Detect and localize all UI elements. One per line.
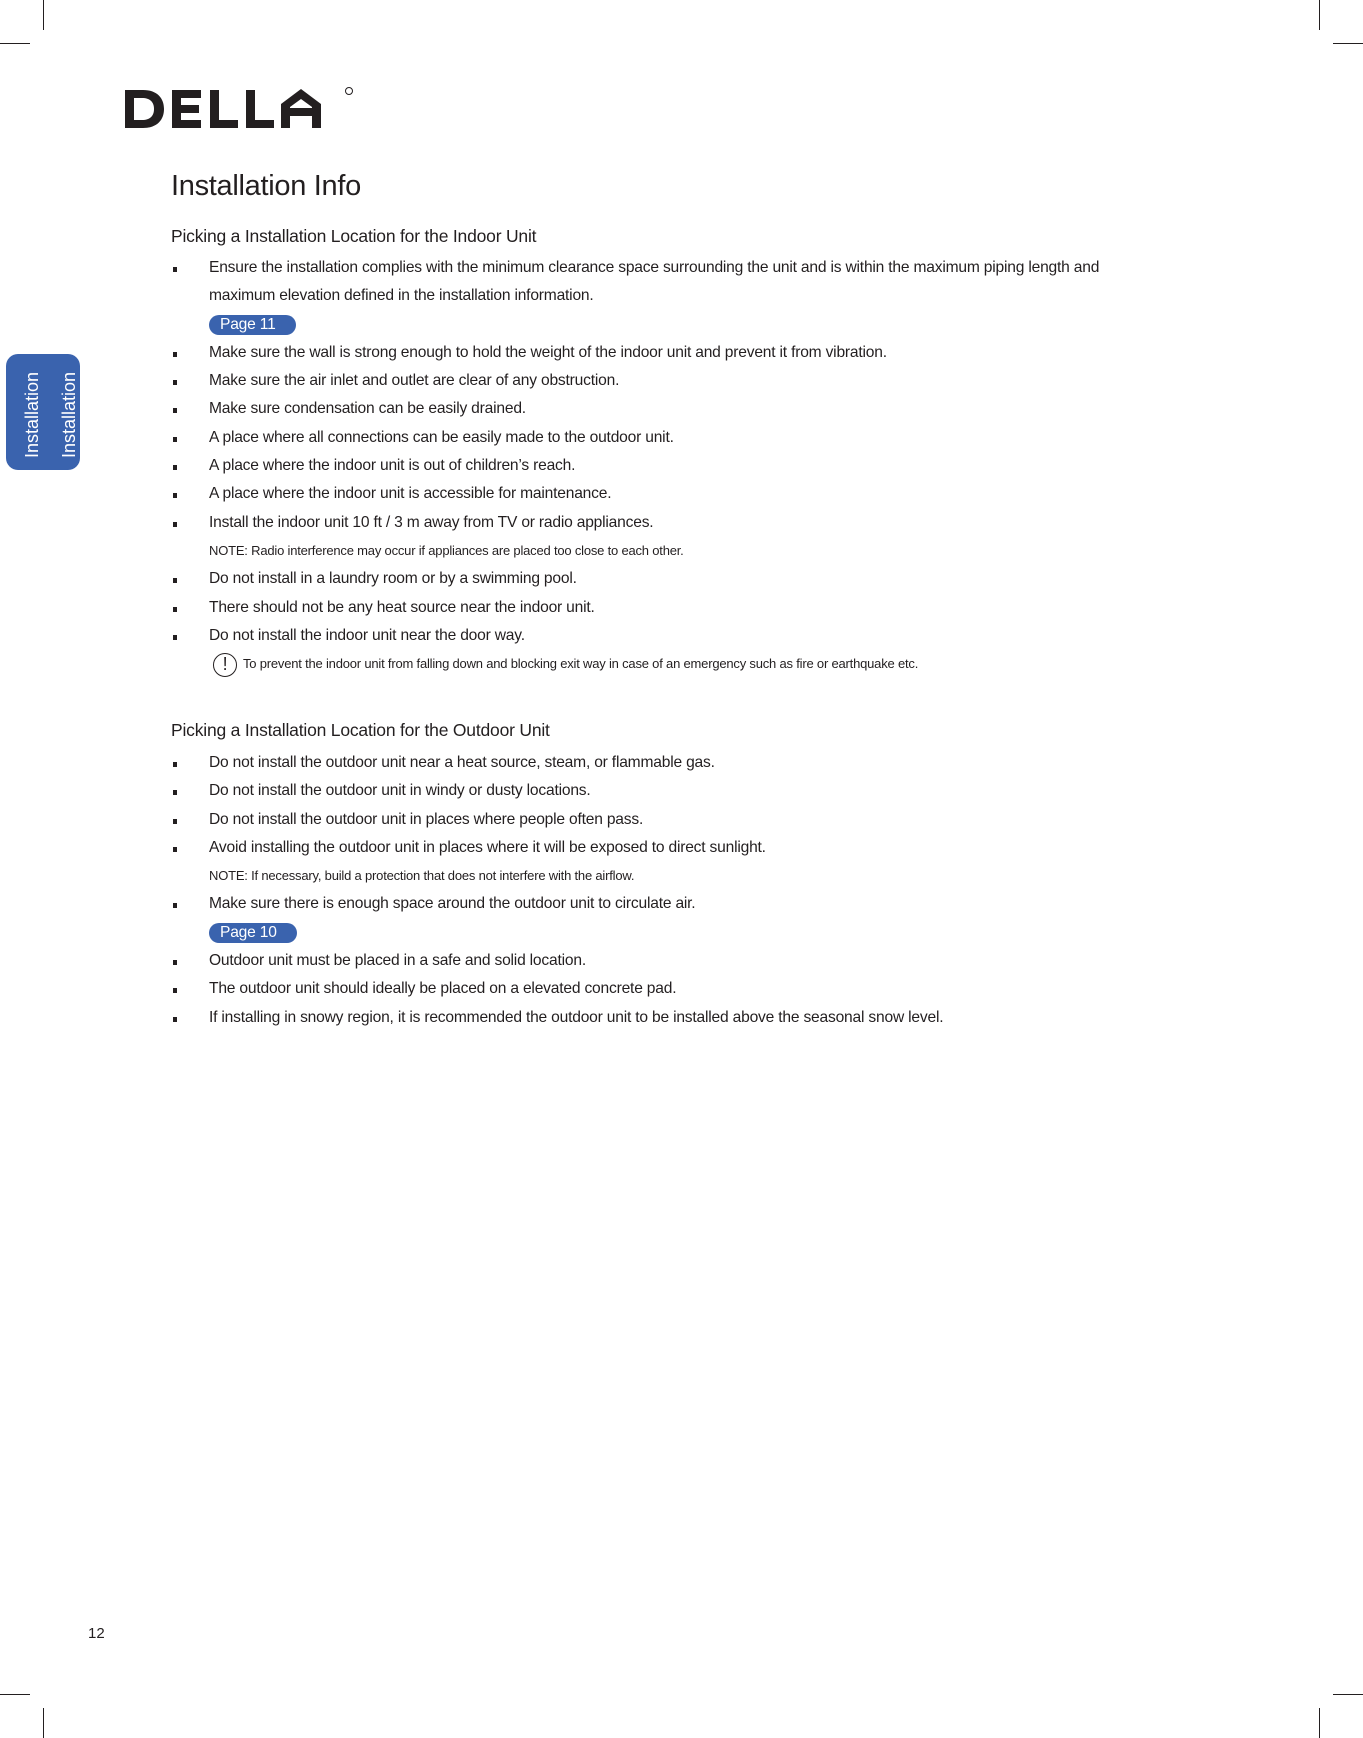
crop-mark <box>0 43 30 44</box>
list-item: Make sure the wall is strong enough to hold the weight of the indoor unit and prevent it from vibration. <box>171 339 1171 367</box>
list-item: Do not install the outdoor unit in places where people often pass. <box>171 806 1171 834</box>
note-text: NOTE: Radio interference may occur if appliances are placed too close to each other. <box>209 542 684 558</box>
page-number: 12 <box>88 1625 105 1642</box>
page-link-button[interactable]: Page 10 <box>209 923 297 943</box>
warning-text: To prevent the indoor unit from falling down and blocking exit way in case of an emergency such as fire or earthquake etc. <box>243 656 919 672</box>
page-reference[interactable] <box>171 919 1171 947</box>
crop-mark <box>1319 0 1320 30</box>
list-item: A place where the indoor unit is accessible for maintenance. <box>171 480 1171 508</box>
list-item: There should not be any heat source near the indoor unit. <box>171 594 1171 622</box>
list-item: Ensure the installation complies with the minimum clearance space surrounding the unit and is within the maximum piping length and <box>171 254 1171 282</box>
list-item: If installing in snowy region, it is recommended the outdoor unit to be installed above the seasonal snow level. <box>171 1004 1171 1032</box>
exclamation-icon: ! <box>213 653 237 677</box>
page-link-button[interactable]: Page 11 <box>209 315 296 335</box>
list-item: Install the indoor unit 10 ft / 3 m away from TV or radio appliances. <box>171 509 1171 537</box>
crop-mark <box>43 0 44 30</box>
crop-mark <box>1333 1694 1363 1695</box>
section-heading-outdoor: Picking a Installation Location for the Outdoor Unit <box>171 720 550 740</box>
crop-mark <box>1333 43 1363 44</box>
side-tab-label: Installation <box>22 371 42 458</box>
section-heading-indoor: Picking a Installation Location for the Indoor Unit <box>171 226 537 246</box>
crop-mark <box>0 1694 30 1695</box>
crop-mark <box>1319 1708 1320 1738</box>
list-item: Make sure the air inlet and outlet are clear of any obstruction. <box>171 367 1171 395</box>
side-tab-installation[interactable] <box>6 354 80 470</box>
list-item: Avoid installing the outdoor unit in places where it will be exposed to direct sunlight. <box>171 834 1171 862</box>
side-tab-label: Installation <box>59 371 79 458</box>
list-item: Do not install the outdoor unit in windy or dusty locations. <box>171 777 1171 805</box>
list-item: maximum elevation defined in the installation information. <box>209 287 594 305</box>
warning-note <box>171 650 1171 678</box>
outdoor-list <box>171 749 1171 1032</box>
list-item: The outdoor unit should ideally be placed on a elevated concrete pad. <box>171 975 1171 1003</box>
list-item: Do not install the outdoor unit near a heat source, steam, or flammable gas. <box>171 749 1171 777</box>
list-item: Do not install in a laundry room or by a swimming pool. <box>171 565 1171 593</box>
list-item: A place where the indoor unit is out of children’s reach. <box>171 452 1171 480</box>
crop-mark <box>43 1708 44 1738</box>
note-text: NOTE: If necessary, build a protection that does not interfere with the airflow. <box>209 868 635 884</box>
della-logo <box>122 84 354 134</box>
page-title: Installation Info <box>171 170 361 202</box>
list-item: Make sure condensation can be easily drained. <box>171 395 1171 423</box>
list-item: A place where all connections can be easily made to the outdoor unit. <box>171 424 1171 452</box>
page-reference[interactable] <box>171 311 1171 339</box>
indoor-list <box>171 254 1171 678</box>
list-item: Do not install the indoor unit near the door way. <box>171 622 1171 650</box>
list-item: Make sure there is enough space around the outdoor unit to circulate air. <box>171 890 1171 918</box>
list-item: Outdoor unit must be placed in a safe and solid location. <box>171 947 1171 975</box>
